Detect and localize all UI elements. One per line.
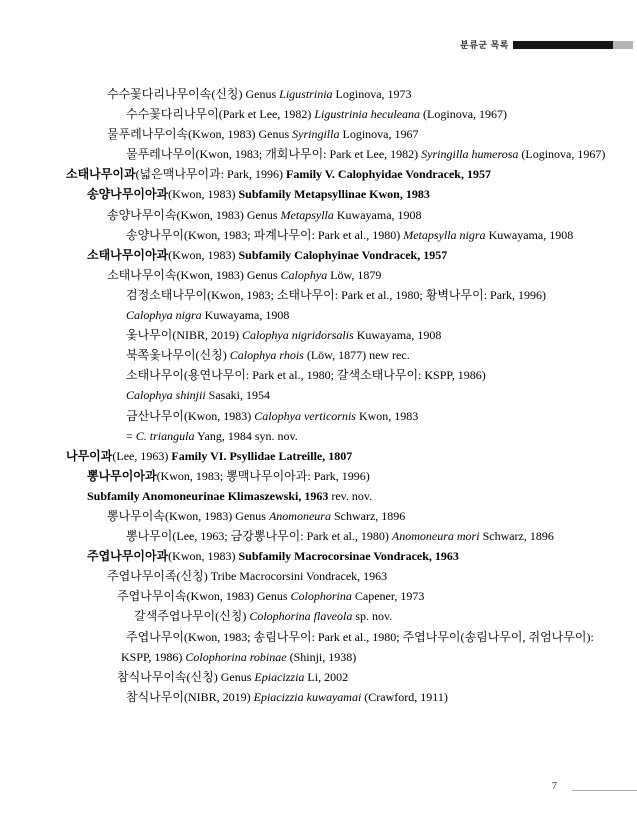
- taxon-text: 송양나무이속(Kwon, 1983) Genus: [107, 207, 281, 222]
- scientific-name: Calophya rhois: [229, 348, 304, 363]
- taxon-text: (Loginova, 1967): [518, 147, 606, 162]
- taxon-text: =: [126, 428, 136, 443]
- taxon-line: [0, 586, 637, 606]
- taxon-line: [0, 225, 637, 245]
- scientific-name: Anomoneura: [268, 508, 331, 523]
- scientific-name: Calophya shinjii: [126, 388, 206, 403]
- scientific-name: Epiacizzia: [254, 669, 305, 684]
- scientific-name: Anomoneura mori: [391, 529, 480, 544]
- taxon-text: Capener, 1973: [351, 589, 425, 604]
- taxon-text: 북쪽옻나무이(신칭): [126, 348, 230, 363]
- taxon-line: [0, 164, 637, 184]
- taxon-text: (Kwon, 1983): [168, 549, 239, 564]
- taxon-line: [0, 345, 637, 365]
- taxon-text: Li, 2002: [304, 669, 349, 684]
- header-bar-black: [513, 41, 613, 49]
- scientific-name: Calophya nigra: [126, 308, 202, 323]
- taxon-line: [0, 365, 637, 385]
- taxon-line: [0, 285, 637, 305]
- taxon-line: [0, 205, 637, 225]
- taxon-text: 송양나무이(Kwon, 1983; 파계나무이: Park et al., 1980): [126, 227, 404, 242]
- taxon-text: Kuwayama, 1908: [333, 207, 422, 222]
- taxon-text: (Shinji, 1938): [286, 649, 357, 664]
- taxon-line: [0, 325, 637, 345]
- taxon-text: Löw, 1879: [327, 267, 382, 282]
- rank-heading: 송양나무이아과: [87, 187, 169, 202]
- scientific-name: Ligustrinia: [279, 87, 333, 101]
- taxon-text: KSPP, 1986): [121, 649, 186, 664]
- taxon-text: 물푸레나무이(Kwon, 1983; 개회나무이: Park et Lee, 1982): [126, 147, 422, 162]
- taxon-text: Kuwayama, 1908: [201, 308, 290, 323]
- taxon-line: [0, 546, 637, 566]
- taxon-line: [0, 124, 637, 144]
- taxon-line: [0, 466, 637, 486]
- scientific-name: Syringilla: [292, 127, 340, 142]
- taxon-line: [0, 245, 637, 265]
- taxon-text: Schwarz, 1896: [330, 508, 406, 523]
- scientific-name: Colophorina: [290, 589, 352, 604]
- taxon-text: Loginova, 1973: [332, 87, 412, 101]
- scientific-name: Colophorina flaveola: [249, 609, 353, 624]
- rank-heading: Family V. Calophyidae Vondracek, 1957: [286, 167, 491, 182]
- taxon-line: [0, 526, 637, 546]
- footer-rule: [572, 790, 637, 791]
- taxon-line: [0, 426, 637, 446]
- taxon-text: 주엽나무이속(Kwon, 1983) Genus: [117, 589, 291, 604]
- taxon-text: 주엽나무이(Kwon, 1983; 송림나무이: Park et al., 1980; 주엽나무이(송림나무이, 쥐엄나무이):: [126, 629, 594, 644]
- taxon-line: [0, 385, 637, 405]
- taxon-text: (Loginova, 1967): [420, 107, 508, 122]
- taxon-text: Yang, 1984 syn. nov.: [194, 428, 298, 443]
- taxon-text: 갈색주엽나무이(신칭): [134, 609, 250, 624]
- rank-heading: 소태나무이아과: [87, 247, 169, 262]
- page-number: 7: [551, 781, 557, 792]
- rank-heading: Subfamily Anomoneurinae Klimaszewski, 1963: [87, 488, 329, 503]
- scientific-name: Calophya: [280, 267, 328, 282]
- taxon-text: 옻나무이(NIBR, 2019): [126, 328, 243, 343]
- taxon-text: (Crawford, 1911): [361, 689, 448, 704]
- taxon-text: Kwon, 1983: [355, 408, 419, 423]
- taxon-text: Schwarz, 1896: [479, 529, 554, 544]
- taxon-text: 금산나무이(Kwon, 1983): [126, 408, 255, 423]
- rank-heading: Subfamily Calophyinae Vondracek, 1957: [238, 247, 448, 262]
- taxon-text: (Löw, 1877) new rec.: [303, 348, 410, 363]
- rank-heading: Family VI. Psyllidae Latreille, 1807: [171, 448, 353, 463]
- running-head-title: 분류군 목록: [460, 40, 509, 50]
- taxon-text: 물푸레나무이속(Kwon, 1983) Genus: [107, 127, 293, 142]
- taxon-text: 소태나무이(용연나무이: Park et al., 1980; 갈색소태나무이: KSPP, 1986): [126, 368, 486, 383]
- taxon-text: (Kwon, 1983; 뽕맥나무이아과: Park, 1996): [156, 468, 370, 483]
- taxon-text: 참식나무이(NIBR, 2019): [126, 689, 254, 704]
- taxon-text: 뽕나무이(Lee, 1963; 금강뽕나무이: Park et al., 1980): [126, 529, 392, 544]
- scientific-name: C. triangula: [135, 428, 195, 443]
- scientific-name: Metapsylla: [280, 207, 334, 222]
- taxon-text: 뽕나무이속(Kwon, 1983) Genus: [107, 508, 269, 523]
- taxon-list: [0, 84, 637, 707]
- taxon-line: [0, 627, 637, 647]
- taxon-line: [0, 606, 637, 626]
- scientific-name: Metapsylla nigra: [403, 227, 486, 242]
- rank-heading: 소태나무이과: [66, 167, 136, 182]
- taxon-line: [0, 667, 637, 687]
- rank-heading: Subfamily Metapsyllinae Kwon, 1983: [238, 187, 430, 202]
- taxon-line: [0, 687, 637, 707]
- rank-heading: 나무이과: [66, 448, 113, 463]
- taxon-text: (Kwon, 1983): [168, 187, 239, 202]
- taxon-text: 검정소태나무이(Kwon, 1983; 소태나무이: Park et al., 1980; 황벽나무이: Park, 1996): [126, 287, 547, 302]
- taxon-line: [0, 144, 637, 164]
- taxon-line: [0, 506, 637, 526]
- taxon-text: (Kwon, 1983): [168, 247, 239, 262]
- taxon-text: (넓은맥나무이과: Park, 1996): [135, 167, 287, 182]
- taxon-text: Sasaki, 1954: [205, 388, 271, 403]
- taxon-text: Kuwayama, 1908: [353, 328, 442, 343]
- taxon-line: [0, 446, 637, 466]
- taxon-line: [0, 84, 637, 104]
- taxon-line: [0, 566, 637, 586]
- taxon-line: [0, 184, 637, 204]
- taxon-text: sp. nov.: [352, 609, 393, 624]
- rank-heading: 뽕나무이아과: [87, 468, 157, 483]
- scientific-name: Syringilla humerosa: [421, 147, 519, 162]
- header-bar-gray: [613, 41, 633, 49]
- taxon-line: [0, 486, 637, 506]
- taxon-line: [0, 406, 637, 426]
- rank-heading: Subfamily Macrocorsinae Vondracek, 1963: [238, 549, 459, 564]
- taxon-line: [0, 265, 637, 285]
- taxon-line: [0, 104, 637, 124]
- scientific-name: Colophorina robinae: [185, 649, 287, 664]
- scientific-name: Calophya verticornis: [254, 408, 356, 423]
- taxon-text: 주엽나무이족(신칭) Tribe Macrocorsini Vondracek, 1963: [107, 569, 388, 584]
- taxon-text: rev. nov.: [328, 488, 373, 503]
- taxon-text: 소태나무이속(Kwon, 1983) Genus: [107, 267, 281, 282]
- taxon-line: [0, 647, 637, 667]
- rank-heading: 주엽나무이아과: [87, 549, 169, 564]
- taxon-line: [0, 305, 637, 325]
- taxon-text: 참식나무이속(신칭) Genus: [117, 669, 255, 684]
- taxon-text: Kuwayama, 1908: [485, 227, 574, 242]
- taxon-text: 수수꽃다리나무이(Park et Lee, 1982): [126, 107, 315, 122]
- scientific-name: Ligustrinia heculeana: [314, 107, 421, 122]
- taxon-text: (Lee, 1963): [112, 448, 172, 463]
- taxon-text: 수수꽃다리나무이속(신칭) Genus: [107, 87, 280, 101]
- taxon-text: Loginova, 1967: [339, 127, 419, 142]
- scientific-name: Calophya nigridorsalis: [242, 328, 354, 343]
- scientific-name: Epiacizzia kuwayamai: [253, 689, 362, 704]
